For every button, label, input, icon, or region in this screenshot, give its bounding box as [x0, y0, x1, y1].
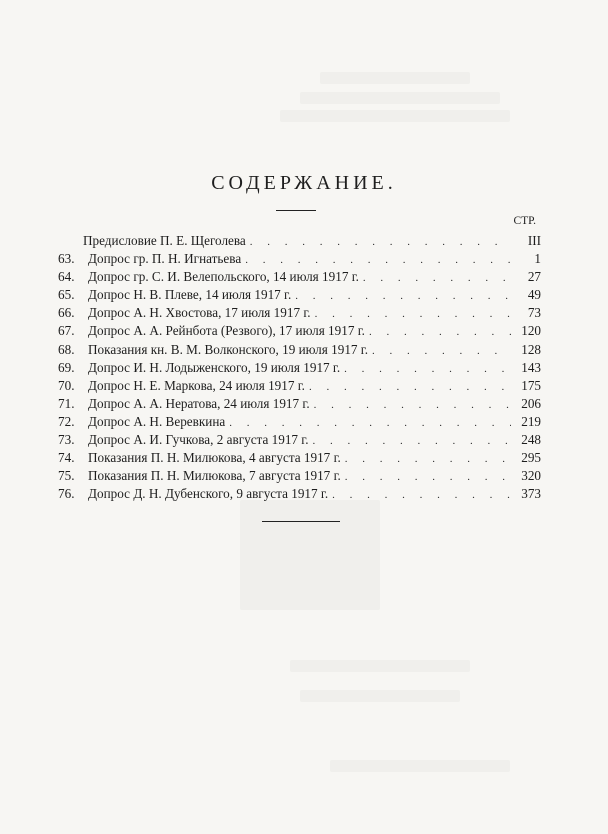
toc-entry-75[interactable]: [58, 467, 541, 485]
toc-entry-number: 76.: [58, 486, 75, 502]
toc-entry-page: 73: [527, 305, 541, 321]
show-through-smudge: [280, 110, 510, 122]
toc-entry-66[interactable]: [58, 304, 541, 322]
toc-entry-title: Допрос И. Н. Лодыженского, 19 июля 1917 г.: [88, 359, 341, 375]
toc-entry-74[interactable]: [58, 449, 541, 467]
toc-entry-title: Предисловие П. Е. Щеголева: [83, 233, 246, 248]
toc-entry-title: Допрос А. А. Нератова, 24 июля 1917 г.: [88, 395, 310, 411]
toc-entry-page: 295: [521, 450, 541, 466]
dot-leader: [229, 414, 511, 432]
toc-entry-number: 64.: [58, 269, 75, 285]
toc-entry-page: 248: [521, 432, 541, 448]
toc-entry-title: Допрос гр. С. И. Велепольского, 14 июля 1917 г.: [88, 269, 359, 285]
dot-leader: [309, 378, 511, 396]
toc-entry-page: 373: [521, 486, 541, 502]
toc-entry-title: Допрос Н. В. Плеве, 14 июля 1917 г.: [88, 287, 292, 303]
toc-entry-65[interactable]: [58, 286, 541, 304]
toc-entry-title: Допрос Д. Н. Дубенского, 9 августа 1917 г.: [88, 486, 329, 502]
toc-entry-page: 143: [521, 359, 541, 375]
table-of-contents: [58, 232, 541, 503]
toc-entry-69[interactable]: [58, 359, 541, 377]
dot-leader: [372, 342, 511, 360]
dot-leader: [345, 468, 511, 486]
toc-entry-page: 49: [527, 287, 541, 303]
toc-entry-number: 63.: [58, 251, 75, 267]
toc-entry-title: Допрос Н. Е. Маркова, 24 июля 1917 г.: [88, 377, 305, 393]
dot-leader: [315, 305, 511, 323]
toc-entry-number: 66.: [58, 305, 75, 321]
toc-entry-number: 74.: [58, 450, 75, 466]
dot-leader: [344, 360, 511, 378]
toc-entry-preface[interactable]: [58, 232, 541, 250]
toc-entry-page: 175: [521, 377, 541, 393]
toc-entry-page: 1: [534, 251, 541, 267]
toc-entry-number: 68.: [58, 341, 75, 357]
toc-entry-72[interactable]: [58, 413, 541, 431]
dot-leader: [363, 269, 511, 287]
toc-entry-title: Допрос А. Н. Веревкина: [88, 413, 226, 429]
toc-entry-number: 73.: [58, 432, 75, 448]
show-through-smudge: [320, 72, 470, 84]
toc-entry-73[interactable]: [58, 431, 541, 449]
toc-entry-title: Показания П. Н. Милюкова, 7 августа 1917 г.: [88, 468, 341, 484]
dot-leader: [250, 233, 511, 251]
page-column-label: СТР.: [513, 215, 536, 227]
heading-divider: [276, 210, 316, 211]
show-through-smudge: [330, 760, 510, 772]
closing-divider: [262, 521, 340, 522]
toc-entry-title: Показания кн. В. М. Волконского, 19 июля 1917 г.: [88, 341, 369, 357]
toc-entry-71[interactable]: [58, 395, 541, 413]
show-through-smudge: [240, 500, 380, 610]
toc-entry-number: 72.: [58, 413, 75, 429]
show-through-smudge: [290, 660, 470, 672]
toc-entry-title: Допрос А. И. Гучкова, 2 августа 1917 г.: [88, 432, 309, 448]
toc-entry-page: 206: [521, 395, 541, 411]
toc-entry-page: 120: [521, 323, 541, 339]
toc-entry-68[interactable]: [58, 341, 541, 359]
dot-leader: [295, 287, 511, 305]
toc-entry-title: Допрос гр. П. Н. Игнатьева: [88, 251, 242, 267]
toc-entry-page: 219: [521, 413, 541, 429]
dot-leader: [332, 486, 511, 504]
dot-leader: [313, 432, 511, 450]
toc-entry-number: 69.: [58, 359, 75, 375]
contents-heading: СОДЕРЖАНИЕ.: [211, 172, 397, 194]
toc-entry-63[interactable]: [58, 250, 541, 268]
toc-entry-number: 65.: [58, 287, 75, 303]
toc-entry-76[interactable]: [58, 485, 541, 503]
toc-entry-title: Допрос А. А. Рейнбота (Резвого), 17 июля 1917 г.: [88, 323, 365, 339]
dot-leader: [314, 396, 511, 414]
toc-entry-page: III: [527, 233, 541, 248]
toc-entry-64[interactable]: [58, 268, 541, 286]
toc-entry-70[interactable]: [58, 377, 541, 395]
toc-entry-page: 320: [521, 468, 541, 484]
dot-leader: [245, 251, 511, 269]
show-through-smudge: [300, 92, 500, 104]
dot-leader: [345, 450, 511, 468]
toc-entry-number: 67.: [58, 323, 75, 339]
toc-entry-67[interactable]: [58, 322, 541, 340]
toc-entry-number: 71.: [58, 395, 75, 411]
dot-leader: [369, 323, 511, 341]
toc-entry-title: Допрос А. Н. Хвостова, 17 июля 1917 г.: [88, 305, 311, 321]
toc-entry-page: 27: [527, 269, 541, 285]
toc-entry-title: Показания П. Н. Милюкова, 4 августа 1917 г.: [88, 450, 341, 466]
toc-entry-number: 75.: [58, 468, 75, 484]
toc-entry-page: 128: [521, 341, 541, 357]
show-through-smudge: [300, 690, 460, 702]
toc-entry-number: 70.: [58, 377, 75, 393]
